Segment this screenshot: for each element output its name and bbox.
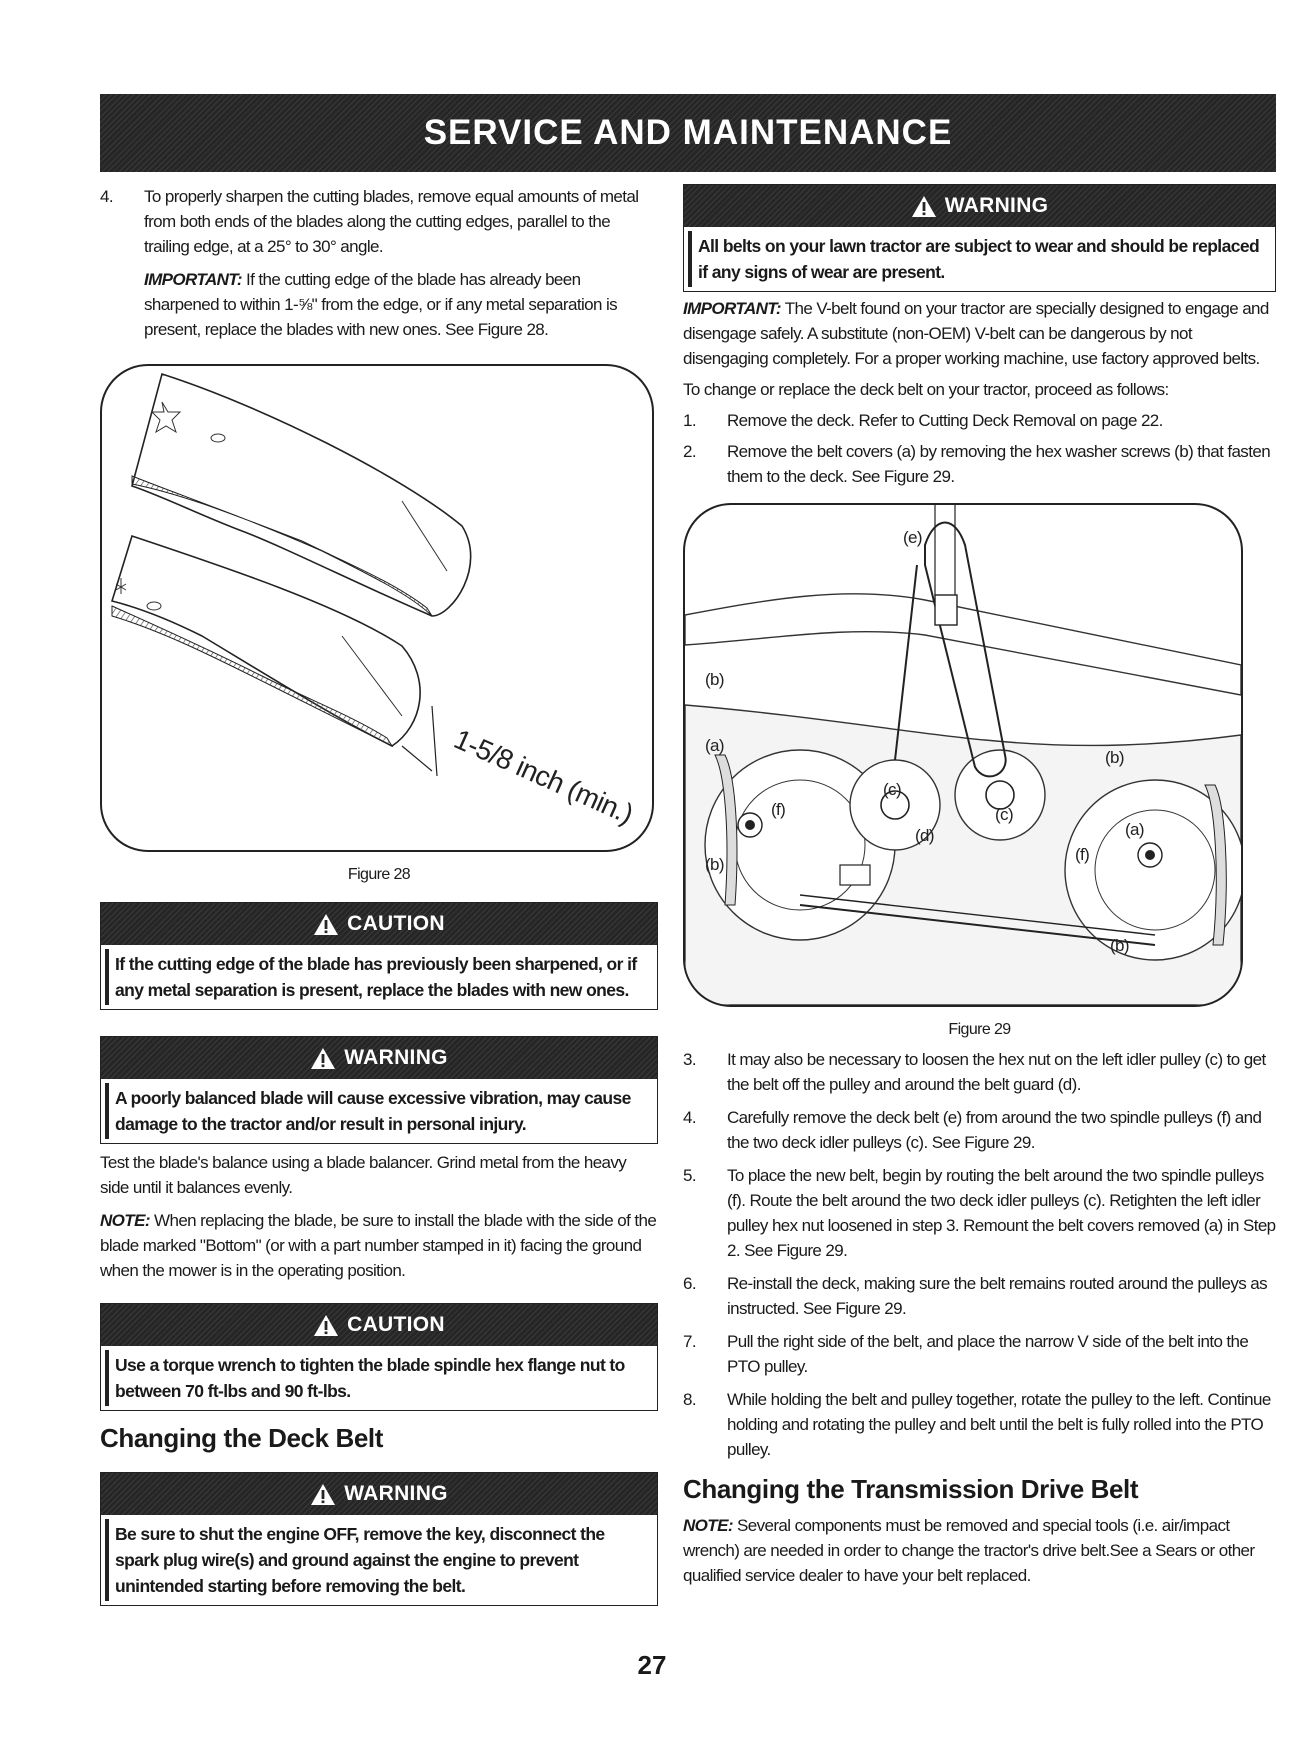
label-d: (d): [915, 826, 934, 845]
step-number: 4.: [683, 1108, 696, 1127]
warning-box-1: [100, 1036, 658, 1144]
step-text: To place the new belt, begin by routing the belt around the two spindle pulleys (f). Route the belt around the two deck idler pulleys (c). Retighten the left idler pulley hex nut loosened in step 3. Remount the belt covers removed (a) in Step 2. See Figure 29.: [727, 1166, 1276, 1260]
warning-title: WARNING: [344, 1482, 448, 1505]
step-number: 2.: [683, 442, 696, 461]
figure-28: [100, 364, 654, 852]
step-2: [683, 439, 1276, 489]
label-c-left: (c): [883, 780, 902, 799]
caution-title: CAUTION: [347, 912, 445, 935]
warning-triangle-icon: [313, 1314, 339, 1337]
section-heading-deck-belt: Changing the Deck Belt: [100, 1423, 384, 1453]
step-7: [683, 1329, 1276, 1379]
caution-text: Use a torque wrench to tighten the blade spindle hex flange nut to between 70 ft-lbs and 90 ft-lbs.: [105, 1350, 657, 1406]
step-3: [683, 1047, 1276, 1097]
page-title: SERVICE AND MAINTENANCE: [423, 113, 953, 152]
warning-triangle-icon: [911, 195, 937, 218]
warning-text: A poorly balanced blade will cause excessive vibration, may cause damage to the tractor and/or result in personal injury.: [105, 1083, 657, 1139]
header-banner: [100, 94, 1276, 172]
note-text: Several components must be removed and special tools (i.e. air/impact wrench) are needed in order to change the tractor's drive belt.See a Sears or other qualified service dealer to have your belt replaced.: [683, 1516, 1255, 1585]
step-text: Carefully remove the deck belt (e) from around the two spindle pulleys (f) and the two deck idler pulleys (c). See Figure 29.: [727, 1108, 1262, 1152]
important-paragraph: [683, 296, 1276, 371]
warning-title: WARNING: [944, 194, 1049, 217]
blade-illustration: [102, 366, 652, 850]
step-5: [683, 1163, 1276, 1263]
step-number: 1.: [683, 411, 696, 430]
note-paragraph: [100, 1208, 658, 1283]
note-text: When replacing the blade, be sure to install the blade with the side of the blade marked "Bottom" (or with a part number stamped in it) facing the ground when the mower is in the operating position.: [100, 1211, 657, 1280]
warning-box-2: [100, 1472, 658, 1606]
label-a-left: (a): [705, 736, 724, 755]
note-paragraph: [683, 1513, 1276, 1588]
balance-paragraph: Test the blade's balance using a blade balancer. Grind metal from the heavy side until it balances evenly.: [100, 1153, 627, 1197]
label-a-right: (a): [1125, 820, 1144, 839]
step-number: 5.: [683, 1166, 696, 1185]
important-label: IMPORTANT:: [683, 299, 781, 318]
step-text: Pull the right side of the belt, and place the narrow V side of the belt into the PTO pulley.: [727, 1332, 1249, 1376]
step-text: It may also be necessary to loosen the hex nut on the left idler pulley (c) to get the belt off the pulley and around the belt guard (d).: [727, 1050, 1266, 1094]
step-1: [683, 408, 1276, 433]
warning-header: [101, 1473, 657, 1515]
step-number: 7.: [683, 1332, 696, 1351]
left-column: [100, 184, 658, 1606]
caution-header: [101, 903, 657, 945]
step-number: 4.: [100, 187, 113, 206]
label-f-left: (f): [771, 800, 786, 819]
important-note: [144, 267, 658, 342]
warning-triangle-icon: [310, 1483, 336, 1506]
step-6: [683, 1271, 1276, 1321]
label-b-right-bottom: (b): [1110, 936, 1129, 955]
step-text: While holding the belt and pulley together, rotate the pulley to the left. Continue holding and rotating the pulley and belt until the belt is fully rolled into the PTO pulley.: [727, 1390, 1271, 1459]
step-number: 6.: [683, 1274, 696, 1293]
step-number: 3.: [683, 1050, 696, 1069]
warning-header: [101, 1037, 657, 1079]
important-label: IMPORTANT:: [144, 270, 242, 289]
note-label: NOTE:: [100, 1211, 150, 1230]
warning-triangle-icon: [313, 913, 339, 936]
label-c-right: (c): [995, 805, 1014, 824]
note-label: NOTE:: [683, 1516, 733, 1535]
dimension-label: 1-5/8 inch (min.): [449, 723, 638, 830]
label-b-left-bottom: (b): [705, 855, 724, 874]
caution-title: CAUTION: [347, 1313, 445, 1336]
warning-title: WARNING: [344, 1046, 448, 1069]
figure-29: [683, 503, 1243, 1007]
warning-text: Be sure to shut the engine OFF, remove the key, disconnect the spark plug wire(s) and ground against the engine to prevent unintended starting before removing the belt.: [105, 1519, 657, 1601]
step-text: Re-install the deck, making sure the belt remains routed around the pulleys as instructed. See Figure 29.: [727, 1274, 1268, 1318]
figure-28-caption: Figure 28: [347, 866, 411, 883]
label-b-left-top: (b): [705, 670, 724, 689]
section-heading-transmission-belt: Changing the Transmission Drive Belt: [683, 1474, 1139, 1504]
important-text: The V-belt found on your tractor are specially designed to engage and disengage safely. A substitute (non-OEM) V-belt can be dangerous by not disengaging completely. For a proper working machine, use factory approved belts.: [683, 299, 1269, 368]
warning-text: All belts on your lawn tractor are subject to wear and should be replaced if any signs of wear are present.: [688, 231, 1275, 287]
figure-29-caption: Figure 29: [948, 1021, 1011, 1038]
steps-list: [683, 1047, 1276, 1462]
caution-text: If the cutting edge of the blade has previously been sharpened, or if any metal separation is present, replace the blades with new ones.: [105, 949, 657, 1005]
step-text: Remove the deck. Refer to Cutting Deck Removal on page 22.: [727, 411, 1163, 430]
step-number: 8.: [683, 1390, 696, 1409]
page-number: 27: [637, 1650, 667, 1680]
label-b-right-top: (b): [1105, 748, 1124, 767]
caution-box-1: [100, 902, 658, 1010]
label-f-right: (f): [1075, 845, 1090, 864]
warning-box-belts: [683, 184, 1276, 292]
important-text: If the cutting edge of the blade has already been sharpened to within 1-⅝" from the edge, or if any metal separation is present, replace the blades with new ones. See Figure 28.: [144, 270, 618, 339]
step-8: [683, 1387, 1276, 1462]
caution-header: [101, 1304, 657, 1346]
warning-header: [684, 185, 1275, 227]
step-text: Remove the belt covers (a) by removing the hex washer screws (b) that fasten them to the deck. See Figure 29.: [727, 442, 1271, 486]
warning-triangle-icon: [310, 1047, 336, 1070]
intro-paragraph: To change or replace the deck belt on your tractor, proceed as follows:: [683, 380, 1169, 399]
right-column: [683, 184, 1276, 1588]
caution-box-2: [100, 1303, 658, 1411]
step-4: [100, 184, 658, 342]
deck-belt-illustration: [685, 505, 1241, 1005]
step-text: To properly sharpen the cutting blades, remove equal amounts of metal from both ends of the blades along the cutting edges, parallel to the trailing edge, at a 25° to 30° angle.: [144, 187, 639, 256]
label-e: (e): [903, 528, 922, 547]
step-4-right: [683, 1105, 1276, 1155]
